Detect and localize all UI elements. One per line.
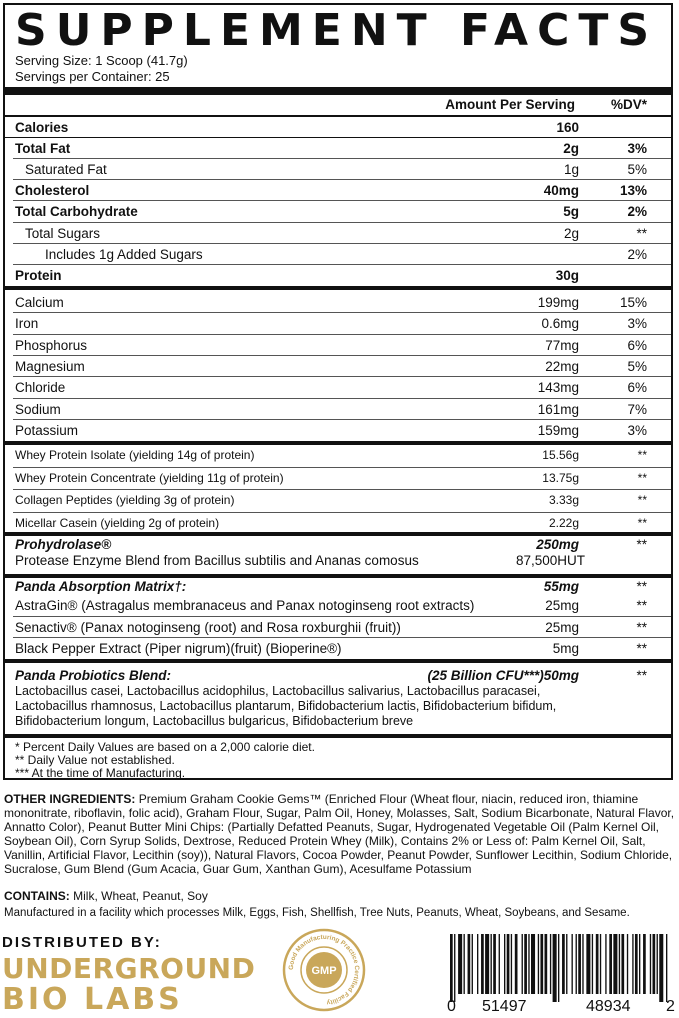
other-ingredients-text: Premium Graham Cookie Gems™ (Enriched Flour (Wheat flour, niacin, reduced iron, thiamine mononitrate, riboflavin, folic acid), Graham Flour, Sugar, Palm Oil, Honey, Molasses, Salt, Sodium Bicarbonate, Natural Flavor, Annatto Color), Peanut Butter Mini Chips: (Partially Defatted Peanuts, Sugar, Hydrogenated Vegetable Oil (Palm Kernel Oil, Soybean Oil), Corn Syrup Solids, Dextrose, Reduced Protein Whey (Milk), Contains 2% or Less of: Palm Kernel Oil, Salt, Vanillin, Artificial Flavor, Lecithin (soy)), Natural Flavors, Cocoa Powder, Peanut Powder, Sunflower Lecithin, Sodium Chloride, Sucralose, Gum Blend (Gum Acacia, Guar Gum, Xanthan Gum), Acesulfame Potassium [4,792,675,876]
nutrient-row [5,159,671,180]
nutrient-row [5,201,671,222]
nutrient-row-dv: ** [636,225,647,241]
mineral-row-dv: 5% [627,358,647,374]
barcode [440,934,676,1002]
divider [5,137,671,138]
barcode-bar [481,934,484,994]
prohydrolase-sub-row [5,550,671,571]
mineral-row-name: Magnesium [15,358,85,374]
servings-per-container: Servings per Container: 25 [15,69,170,84]
column-header [5,94,671,115]
gmp-center-text: GMP [311,965,337,977]
nutrient-row-amount: 40mg [543,183,579,199]
nutrient-row-dv: 3% [627,141,647,157]
mineral-row-amount: 77mg [545,337,579,353]
barcode-bar [632,934,633,994]
barcode-bar [572,934,573,994]
barcode-bar [566,934,567,994]
nutrient-row [5,180,671,201]
barcode-bar [450,934,453,1002]
mineral-row-dv: 6% [627,380,647,396]
mineral-row [5,399,671,420]
nutrient-row-name: Includes 1g Added Sugars [45,246,203,262]
barcode-bar [562,934,565,994]
absorption-row [5,576,671,597]
barcode-bar [522,934,523,994]
protein-row-dv: ** [637,448,647,462]
prohydrolase-amount: 250mg [536,537,579,552]
absorption-item-row [5,638,671,659]
dv-header: %DV* [610,97,647,112]
barcode-bar [586,934,590,994]
mineral-row-amount: 0.6mg [541,316,579,332]
panel-title: SUPPLEMENT FACTS [15,5,659,56]
barcode-bar [499,934,500,994]
absorption-item-row-amount: 25mg [545,598,579,613]
barcode-bar [528,934,529,994]
protein-row-amount: 3.33g [548,493,579,507]
absorption-amount: 55mg [543,579,579,594]
barcode-bar [531,934,535,994]
absorption-item-row-dv: ** [636,641,647,656]
protein-row-name: Whey Protein Concentrate (yielding 11g of protein) [15,470,284,485]
nutrient-row-amount: 160 [556,120,579,135]
mineral-row-name: Calcium [15,295,64,310]
mineral-row-amount: 161mg [537,401,579,417]
prohydrolase-sub-amount: 87,500HUT [515,553,585,568]
prohydrolase-sub: Protease Enzyme Blend from Bacillus subtilis and Ananas comosus [15,553,419,568]
mineral-row-amount: 22mg [545,358,579,374]
mineral-row-name: Potassium [15,422,79,438]
other-ingredients [4,792,676,876]
barcode-bar [558,934,559,1002]
barcode-check-digit: 2 [666,998,675,1015]
barcode-bar [553,934,557,1002]
probiotic-line: Bifidobacterium longum, Lactobacillus bulgaricus, Bifidobacterium breve [15,714,414,728]
nutrient-row-name: Total Carbohydrate [15,204,138,220]
footnote: ** Daily Value not established. [15,753,175,767]
absorption-name: Panda Absorption Matrix†: [15,579,187,594]
protein-row-dv: ** [637,493,647,507]
contains [4,889,676,903]
mineral-row [5,313,671,334]
amount-header: Amount Per Serving [445,97,575,112]
nutrient-row-dv: 5% [627,162,647,178]
barcode-bar [600,934,601,994]
nutrient-row-name: Protein [15,267,62,283]
barcode-bar [650,934,651,994]
barcode-bar [596,934,599,994]
mineral-row-amount: 143mg [537,380,579,396]
barcode-bar [639,934,640,994]
mineral-row-name: Sodium [15,401,61,417]
absorption-dv: ** [636,579,647,594]
barcode-bar [627,934,628,994]
barcode-bar [619,934,620,994]
mineral-row-amount: 199mg [537,295,579,310]
barcode-bar [477,934,478,994]
barcode-bar [576,934,577,994]
protein-row-amount: 13.75g [542,470,579,485]
absorption-item-row [5,617,671,638]
mineral-row [5,335,671,356]
nutrient-row-amount: 1g [563,162,579,178]
prohydrolase-name: Prohydrolase® [15,537,112,552]
mineral-row [5,420,671,441]
protein-row-amount: 2.22g [548,515,579,530]
barcode-bar [464,934,465,994]
probiotics-amount: (25 Billion CFU***)50mg [427,668,579,683]
protein-row-name: Collagen Peptides (yielding 3g of protein) [15,493,235,507]
mineral-row-name: Phosphorus [15,337,88,353]
other-ingredients-label: OTHER INGREDIENTS: [4,792,136,806]
barcode-bar [468,934,471,994]
barcode-bar [578,934,581,994]
barcode-bar [592,934,593,994]
barcode-bar [653,934,656,994]
barcode-bar [507,934,510,994]
absorption-item-row-dv: ** [636,619,647,635]
barcode-bar [657,934,658,994]
absorption-item-row-name: Black Pepper Extract (Piper nigrum)(fruit) (Bioperine®) [15,641,342,656]
barcode-bar [458,934,462,994]
barcode-bar [504,934,505,994]
nutrient-row-name: Saturated Fat [25,162,107,178]
prohydrolase-dv: ** [636,537,647,552]
probiotics-name: Panda Probiotics Blend: [15,668,172,683]
absorption-item-row-amount: 25mg [545,619,579,635]
absorption-item-row-name: Senactiv® (Panax notoginseng (root) and Rosa roxburghii (fruit)) [15,619,401,635]
footnote: * Percent Daily Values are based on a 2,000 calorie diet. [15,740,315,754]
mineral-row [5,377,671,398]
nutrient-row-amount: 30g [555,267,579,283]
absorption-item-row [5,595,671,616]
nutrient-row [5,223,671,244]
barcode-bar [550,934,551,994]
protein-row-dv: ** [637,515,647,530]
brand-logo-line1: UNDERGROUND [2,952,256,985]
barcode-bar [511,934,512,994]
thick-divider [5,734,671,738]
probiotic-line: Lactobacillus rhamnosus, Lactobacillus plantarum, Bifidobacterium lactis, Bifidobacterium bifidum, [15,699,557,713]
mineral-row-dv: 15% [619,295,647,310]
absorption-item-row-dv: ** [636,598,647,613]
probiotics-row [5,665,671,686]
probiotics-dv: ** [636,668,647,683]
protein-row [5,468,671,489]
barcode-bar [605,934,606,994]
barcode-bar [643,934,646,994]
nutrient-row-amount: 2g [563,141,579,157]
mineral-row [5,292,671,313]
nutrient-row-amount: 5g [563,204,579,220]
barcode-bar [454,934,455,1002]
barcode-bar [613,934,617,994]
absorption-item-row-name: AstraGin® (Astragalus membranaceus and Panax notoginseng root extracts) [15,598,475,613]
mineral-row-amount: 159mg [537,422,579,438]
barcode-bar [621,934,624,994]
barcode-bar [472,934,473,994]
nutrient-row-name: Total Sugars [25,225,101,241]
nutrient-row [5,265,671,286]
contains-label: CONTAINS: [4,889,70,903]
nutrient-row-dv: 13% [619,183,647,199]
serving-size: Serving Size: 1 Scoop (41.7g) [15,53,188,68]
protein-row-name: Whey Protein Isolate (yielding 14g of protein) [15,448,255,462]
mineral-row [5,356,671,377]
barcode-bar [545,934,548,994]
mineral-row-dv: 6% [627,337,647,353]
distributed-by: DISTRIBUTED BY: [2,934,162,951]
barcode-bar [485,934,489,994]
protein-row [5,513,671,534]
mineral-row-dv: 3% [627,422,647,438]
barcode-bar [666,934,667,1002]
nutrient-row-name: Cholesterol [15,183,90,199]
footnote: *** At the time of Manufacturing. [15,766,186,780]
facility-statement: Manufactured in a facility which processes Milk, Eggs, Fish, Shellfish, Tree Nuts, Peanuts, Wheat, Soybeans, and Sesame. [4,907,630,919]
nutrient-row [5,117,671,138]
supplement-facts-panel [3,3,673,780]
nutrient-row-dv: 2% [627,246,647,262]
nutrient-row-name: Calories [15,120,69,135]
nutrient-row-dv: 2% [627,204,647,220]
probiotic-line: Lactobacillus casei, Lactobacillus acidophilus, Lactobacillus salivarius, Lactobacillus paracasei, [15,684,541,698]
barcode-bar [524,934,527,994]
brand-logo-line2: BIO LABS [2,982,183,1017]
barcode-bar [493,934,496,994]
thick-divider [5,286,671,290]
barcode-digits-left: 51497 [482,998,527,1015]
nutrient-row-amount: 2g [563,225,579,241]
barcode-digit: 0 [447,998,456,1015]
nutrient-row [5,244,671,265]
probiotics-strains [15,684,665,729]
protein-row-amount: 15.56g [542,448,579,462]
barcode-bar [609,934,612,994]
contains-text: Milk, Wheat, Peanut, Soy [73,889,208,903]
barcode-bar [491,934,492,994]
protein-row-name: Micellar Casein (yielding 2g of protein) [15,515,220,530]
mineral-row-dv: 7% [627,401,647,417]
gmp-ring-text: Good Manufacturing Practice Certified Facility [287,933,361,1006]
mineral-row-name: Chloride [15,380,66,396]
thick-divider [5,659,671,663]
barcode-bar [659,934,663,1002]
barcode-bar [635,934,638,994]
protein-row-dv: ** [637,470,647,485]
barcode-bar [515,934,518,994]
mineral-row-dv: 3% [627,316,647,332]
protein-row [5,490,671,511]
protein-row [5,445,671,466]
mineral-row-name: Iron [15,316,39,332]
nutrient-row-name: Total Fat [15,141,71,157]
barcode-bar [538,934,539,994]
barcode-bar [540,934,543,994]
barcode-digits-right: 48934 [586,998,631,1015]
barcode-bar [582,934,583,994]
gmp-seal-icon [282,928,366,1012]
absorption-item-row-amount: 5mg [552,641,579,656]
nutrient-row [5,138,671,159]
